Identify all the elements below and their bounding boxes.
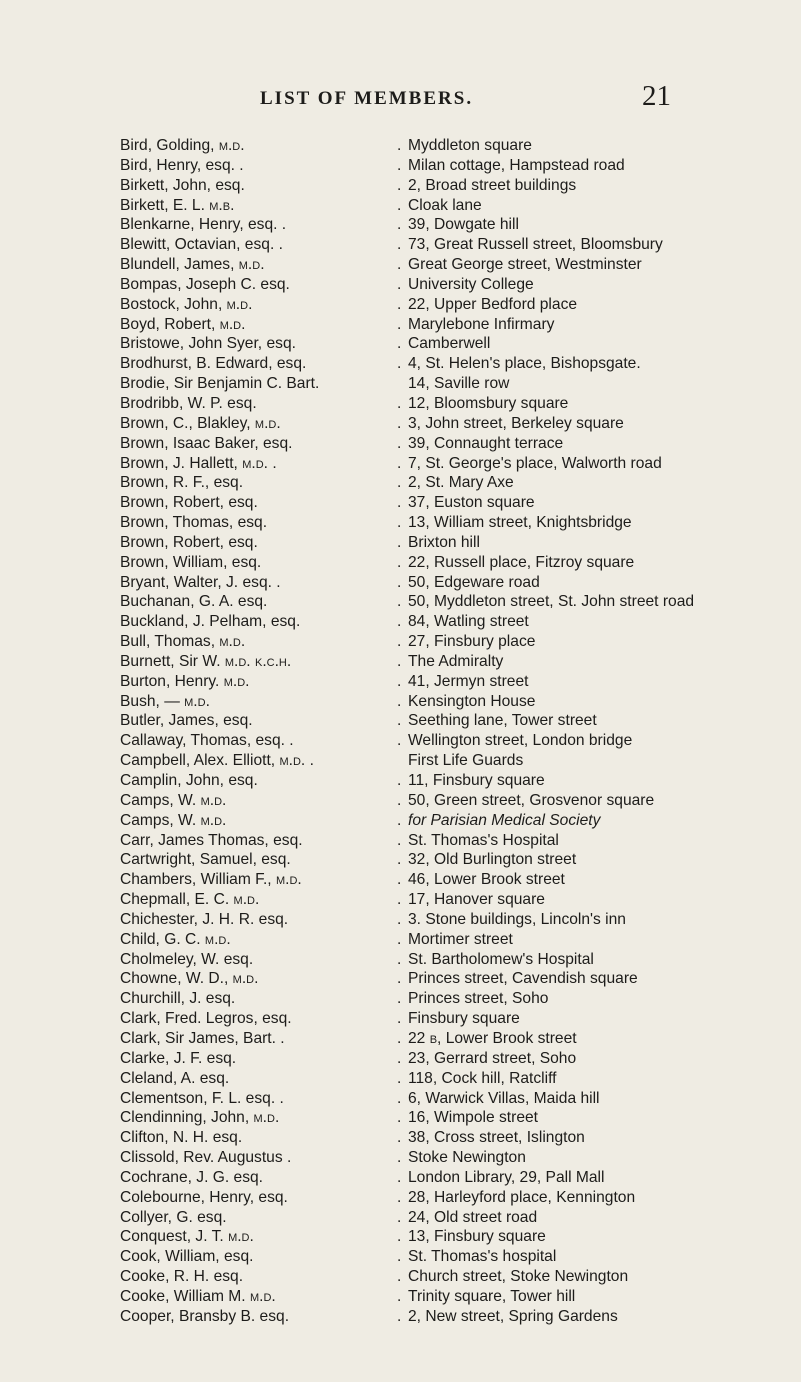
member-name: Churchill, J. esq.	[120, 990, 236, 1008]
leader-dot: .	[397, 414, 402, 432]
member-name: Campbell, Alex. Elliott, m.d. .	[120, 752, 314, 770]
member-row	[120, 632, 801, 652]
member-name: Cholmeley, W. esq.	[120, 950, 254, 968]
member-address: 17, Hanover square	[408, 891, 545, 909]
leader-dot: .	[397, 533, 402, 551]
member-name: Colebourne, Henry, esq.	[120, 1188, 288, 1206]
member-address: 6, Warwick Villas, Maida hill	[408, 1089, 600, 1107]
member-name: Brown, Thomas, esq.	[120, 514, 268, 532]
leader-dot: .	[397, 1129, 402, 1147]
member-name: Clementson, F. L. esq. .	[120, 1089, 284, 1107]
member-row	[120, 1009, 801, 1029]
leader-dot: .	[397, 1089, 402, 1107]
leader-dot: .	[397, 1268, 402, 1286]
member-address: Milan cottage, Hampstead road	[408, 156, 625, 174]
member-row	[120, 1148, 801, 1168]
member-name: Blundell, James, m.d.	[120, 256, 265, 274]
member-address: 84, Watling street	[408, 613, 529, 631]
member-row	[120, 950, 801, 970]
member-row	[120, 513, 801, 533]
member-name: Bird, Golding, m.d.	[120, 137, 245, 154]
member-row	[120, 731, 801, 751]
member-name: Buchanan, G. A. esq.	[120, 593, 268, 611]
member-address: 50, Edgeware road	[408, 573, 540, 591]
page-header	[0, 82, 801, 112]
member-name: Brodhurst, B. Edward, esq.	[120, 355, 307, 373]
member-row	[120, 414, 801, 434]
leader-dot: .	[397, 494, 402, 512]
leader-dot: .	[397, 1228, 402, 1246]
member-row	[120, 275, 801, 295]
member-row	[120, 1049, 801, 1069]
member-address: 13, William street, Knightsbridge	[408, 514, 632, 532]
leader-dot: .	[397, 970, 402, 988]
member-row	[120, 176, 801, 196]
member-address: Stoke Newington	[408, 1149, 526, 1167]
leader-dot: .	[397, 772, 402, 789]
member-row	[120, 791, 801, 811]
member-row	[120, 1069, 801, 1089]
member-row	[120, 215, 801, 235]
member-name: Blenkarne, Henry, esq. .	[120, 216, 287, 234]
member-address: 23, Gerrard street, Soho	[408, 1049, 577, 1067]
member-name: Clark, Sir James, Bart. .	[120, 1029, 285, 1047]
member-address: Kensington House	[408, 692, 536, 710]
member-row	[120, 870, 801, 890]
leader-dot: .	[397, 851, 402, 869]
leader-dot: .	[397, 1208, 402, 1226]
member-row	[120, 156, 801, 176]
leader-dot: .	[397, 236, 402, 254]
member-name: Brown, Robert, esq.	[120, 533, 258, 551]
member-name: Birkett, John, esq.	[120, 176, 245, 194]
member-address: 3. Stone buildings, Lincoln's inn	[408, 910, 626, 928]
member-name: Brown, William, esq.	[120, 553, 262, 571]
member-row	[120, 295, 801, 315]
leader-dot: .	[397, 891, 402, 909]
member-row	[120, 1227, 801, 1247]
leader-dot: .	[397, 672, 402, 690]
leader-dot: .	[397, 692, 402, 710]
member-address: 73, Great Russell street, Bloomsbury	[408, 236, 663, 254]
leader-dot: .	[397, 514, 402, 532]
member-row	[120, 1089, 801, 1109]
member-row	[120, 255, 801, 275]
leader-dot: .	[397, 1010, 402, 1028]
member-name: Brown, Robert, esq.	[120, 494, 258, 512]
member-address: 27, Finsbury place	[408, 633, 536, 651]
member-name: Clifton, N. H. esq.	[120, 1129, 243, 1147]
member-address: Great George street, Westminster	[408, 256, 642, 274]
member-address: Myddleton square	[408, 137, 532, 154]
member-address: Princes street, Cavendish square	[408, 970, 638, 988]
member-row	[120, 1128, 801, 1148]
member-name: Child, G. C. m.d.	[120, 930, 231, 948]
leader-dot: .	[397, 593, 402, 611]
member-row	[120, 454, 801, 474]
member-name: Birkett, E. L. m.b.	[120, 196, 235, 214]
member-row	[120, 1247, 801, 1267]
leader-dot: .	[397, 1168, 402, 1186]
member-row	[120, 1029, 801, 1049]
member-row	[120, 890, 801, 910]
member-name: Chichester, J. H. R. esq.	[120, 910, 289, 928]
member-row	[120, 771, 801, 791]
member-row	[120, 235, 801, 255]
leader-dot: .	[397, 553, 402, 571]
member-name: Bompas, Joseph C. esq.	[120, 275, 290, 293]
member-name: Chambers, William F., m.d.	[120, 871, 302, 889]
member-row	[120, 930, 801, 950]
member-address: Finsbury square	[408, 1010, 520, 1028]
member-name: Camplin, John, esq.	[120, 772, 258, 789]
member-name: Brown, J. Hallett, m.d. .	[120, 454, 277, 472]
member-name: Boyd, Robert, m.d.	[120, 315, 246, 333]
member-address: 46, Lower Brook street	[408, 871, 565, 889]
member-name: Bush, — m.d.	[120, 692, 210, 710]
member-address: London Library, 29, Pall Mall	[408, 1168, 605, 1186]
leader-dot: .	[397, 434, 402, 452]
member-address: 22 b, Lower Brook street	[408, 1029, 577, 1047]
member-row	[120, 989, 801, 1009]
member-address: 3, John street, Berkeley square	[408, 414, 624, 432]
leader-dot: .	[397, 1248, 402, 1266]
member-address: 24, Old street road	[408, 1208, 538, 1226]
leader-dot: .	[397, 275, 402, 293]
member-row	[120, 831, 801, 851]
member-name: Camps, W. m.d.	[120, 811, 227, 829]
member-address: Church street, Stoke Newington	[408, 1268, 629, 1286]
leader-dot: .	[397, 990, 402, 1008]
member-address: 50, Green street, Grosvenor square	[408, 791, 655, 809]
member-row	[120, 1287, 801, 1307]
member-row	[120, 969, 801, 989]
member-name: Collyer, G. esq.	[120, 1208, 227, 1226]
member-address: Brixton hill	[408, 533, 480, 551]
member-address: 12, Bloomsbury square	[408, 394, 569, 412]
leader-dot: .	[397, 811, 402, 829]
member-address: Seething lane, Tower street	[408, 712, 597, 730]
member-row	[120, 1267, 801, 1287]
member-name: Bird, Henry, esq. .	[120, 156, 244, 174]
member-address: 22, Russell place, Fitzroy square	[408, 553, 635, 571]
member-address: 13, Finsbury square	[408, 1228, 546, 1246]
member-name: Burnett, Sir W. m.d. k.c.h.	[120, 652, 292, 670]
member-row	[120, 711, 801, 731]
leader-dot: .	[397, 1069, 402, 1087]
member-name: Carr, James Thomas, esq.	[120, 831, 303, 849]
member-address: 39, Connaught terrace	[408, 434, 564, 452]
member-name: Clendinning, John, m.d.	[120, 1109, 280, 1127]
member-address: First Life Guards	[408, 752, 524, 770]
leader-dot: .	[397, 871, 402, 889]
member-address: 14, Saville row	[408, 375, 510, 393]
member-address: 39, Dowgate hill	[408, 216, 519, 234]
member-name: Cartwright, Samuel, esq.	[120, 851, 291, 869]
member-name: Bryant, Walter, J. esq. .	[120, 573, 281, 591]
member-address: 16, Wimpole street	[408, 1109, 538, 1127]
member-address: The Admiralty	[408, 652, 504, 670]
page-number: 21	[642, 80, 671, 112]
member-row	[120, 850, 801, 870]
leader-dot: .	[397, 732, 402, 750]
member-row	[120, 315, 801, 335]
member-name: Brown, R. F., esq.	[120, 474, 244, 492]
member-name: Callaway, Thomas, esq. .	[120, 732, 294, 750]
member-address: St. Thomas's hospital	[408, 1248, 557, 1266]
member-name: Blewitt, Octavian, esq. .	[120, 236, 283, 254]
member-address: Camberwell	[408, 335, 491, 353]
member-address: 2, St. Mary Axe	[408, 474, 514, 492]
member-name: Bostock, John, m.d.	[120, 295, 253, 313]
member-name: Camps, W. m.d.	[120, 791, 227, 809]
member-name: Cooke, William M. m.d.	[120, 1287, 276, 1305]
member-row	[120, 811, 801, 831]
member-row	[120, 374, 801, 394]
member-name: Conquest, J. T. m.d.	[120, 1228, 254, 1246]
member-address: 4, St. Helen's place, Bishopsgate.	[408, 355, 641, 373]
member-address: 32, Old Burlington street	[408, 851, 577, 869]
member-row	[120, 652, 801, 672]
member-row	[120, 533, 801, 553]
member-row	[120, 672, 801, 692]
member-row	[120, 1208, 801, 1228]
leader-dot: .	[397, 176, 402, 194]
member-row	[120, 692, 801, 712]
member-row	[120, 394, 801, 414]
member-name: Cooper, Bransby B. esq.	[120, 1307, 290, 1325]
member-address: Marylebone Infirmary	[408, 315, 555, 333]
leader-dot: .	[397, 613, 402, 631]
member-address: for Parisian Medical Society	[408, 811, 601, 829]
member-row	[120, 434, 801, 454]
leader-dot: .	[397, 295, 402, 313]
member-list	[120, 136, 801, 1327]
member-name: Cleland, A. esq.	[120, 1069, 230, 1087]
member-name: Butler, James, esq.	[120, 712, 253, 730]
member-address: 38, Cross street, Islington	[408, 1129, 585, 1147]
leader-dot: .	[397, 216, 402, 234]
leader-dot: .	[397, 712, 402, 730]
member-row	[120, 1188, 801, 1208]
member-row	[120, 196, 801, 216]
member-name: Chepmall, E. C. m.d.	[120, 891, 260, 909]
running-title: LIST OF MEMBERS.	[260, 88, 474, 109]
member-address: Princes street, Soho	[408, 990, 549, 1008]
member-address: St. Bartholomew's Hospital	[408, 950, 594, 968]
member-name: Chowne, W. D., m.d.	[120, 970, 259, 988]
member-row	[120, 1108, 801, 1128]
leader-dot: .	[397, 256, 402, 274]
member-address: St. Thomas's Hospital	[408, 831, 559, 849]
leader-dot: .	[397, 950, 402, 968]
member-name: Buckland, J. Pelham, esq.	[120, 613, 301, 631]
member-row	[120, 1168, 801, 1188]
leader-dot: .	[397, 791, 402, 809]
leader-dot: .	[397, 315, 402, 333]
member-address: 37, Euston square	[408, 494, 535, 512]
member-row	[120, 136, 801, 156]
member-name: Clarke, J. F. esq.	[120, 1049, 237, 1067]
member-row	[120, 493, 801, 513]
member-address: Mortimer street	[408, 930, 513, 948]
member-address: 2, Broad street buildings	[408, 176, 577, 194]
member-row	[120, 553, 801, 573]
member-name: Cochrane, J. G. esq.	[120, 1168, 264, 1186]
leader-dot: .	[397, 1188, 402, 1206]
leader-dot: .	[397, 1109, 402, 1127]
leader-dot: .	[397, 1149, 402, 1167]
member-address: 7, St. George's place, Walworth road	[408, 454, 662, 472]
member-address: Trinity square, Tower hill	[408, 1287, 576, 1305]
member-name: Bristowe, John Syer, esq.	[120, 335, 296, 353]
leader-dot: .	[397, 1307, 402, 1325]
member-name: Burton, Henry. m.d.	[120, 672, 250, 690]
leader-dot: .	[397, 156, 402, 174]
member-address: 50, Myddleton street, St. John street road	[408, 593, 695, 611]
member-name: Bull, Thomas, m.d.	[120, 633, 246, 651]
member-name: Cooke, R. H. esq.	[120, 1268, 244, 1286]
leader-dot: .	[397, 355, 402, 373]
member-address: 118, Cock hill, Ratcliff	[408, 1069, 557, 1087]
member-row	[120, 751, 801, 771]
member-name: Clissold, Rev. Augustus .	[120, 1149, 292, 1167]
leader-dot: .	[397, 652, 402, 670]
leader-dot: .	[397, 930, 402, 948]
leader-dot: .	[397, 1029, 402, 1047]
member-row	[120, 612, 801, 632]
member-name: Clark, Fred. Legros, esq.	[120, 1010, 292, 1028]
leader-dot: .	[397, 1287, 402, 1305]
member-address: University College	[408, 275, 534, 293]
leader-dot: .	[397, 633, 402, 651]
leader-dot: .	[397, 137, 402, 154]
leader-dot: .	[397, 1049, 402, 1067]
member-address: 28, Harleyford place, Kennington	[408, 1188, 636, 1206]
leader-dot: .	[397, 474, 402, 492]
member-row	[120, 910, 801, 930]
member-row	[120, 573, 801, 593]
leader-dot: .	[397, 831, 402, 849]
member-row	[120, 592, 801, 612]
member-name: Brown, C., Blakley, m.d.	[120, 414, 281, 432]
member-name: Brodribb, W. P. esq.	[120, 394, 257, 412]
leader-dot: .	[397, 573, 402, 591]
member-address: Cloak lane	[408, 196, 482, 214]
leader-dot: .	[397, 910, 402, 928]
leader-dot: .	[397, 196, 402, 214]
leader-dot: .	[397, 394, 402, 412]
member-name: Cook, William, esq.	[120, 1248, 254, 1266]
member-address: 11, Finsbury square	[408, 772, 545, 789]
member-row	[120, 354, 801, 374]
member-name: Brown, Isaac Baker, esq.	[120, 434, 293, 452]
member-row	[120, 473, 801, 493]
member-address: 41, Jermyn street	[408, 672, 529, 690]
member-row	[120, 334, 801, 354]
member-address: Wellington street, London bridge	[408, 732, 633, 750]
leader-dot: .	[397, 454, 402, 472]
member-name: Brodie, Sir Benjamin C. Bart.	[120, 375, 320, 393]
member-row	[120, 1307, 801, 1327]
member-address: 2, New street, Spring Gardens	[408, 1307, 618, 1325]
member-address: 22, Upper Bedford place	[408, 295, 578, 313]
leader-dot: .	[397, 335, 402, 353]
